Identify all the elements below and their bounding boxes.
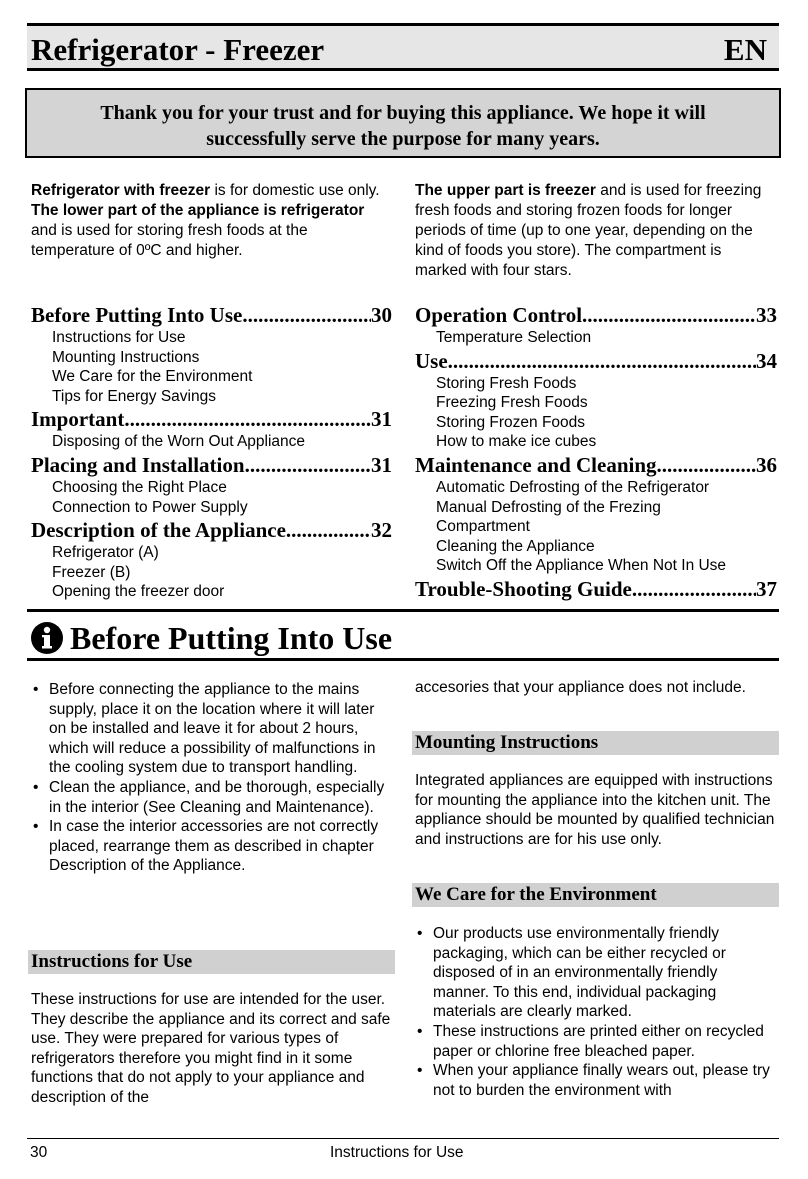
thank-you-line-2: successfully serve the purpose for many years. (206, 128, 600, 150)
bullet-item: • In case the interior accessories are not correctly placed, rearrange them as described in chapter Description of the Appliance. (31, 817, 393, 876)
continuation-text: accesories that your appliance does not include. (415, 679, 746, 696)
environment-bullet-list (415, 924, 777, 1100)
toc-left (31, 302, 392, 602)
intro-left (31, 181, 393, 261)
toc-subentry: Connection to Power Supply (52, 498, 248, 516)
toc-subentry: Manual Defrosting of the Frezing (436, 498, 661, 516)
bullet-item: • When your appliance finally wears out, please try not to burden the environment with (415, 1061, 777, 1100)
divider (27, 609, 779, 612)
subheading-mounting: Mounting Instructions (412, 731, 779, 755)
toc-subentry: We Care for the Environment (52, 368, 253, 386)
toc-entry-label: Placing and Installation (31, 452, 245, 477)
toc-leader-dots (582, 302, 756, 328)
thank-you-box (25, 88, 781, 158)
toc-entry (415, 348, 777, 374)
right-continuation (415, 678, 777, 698)
bullet-item: • Before connecting the appliance to the mains supply, place it on the location where it will later on be installed and leave it for about 2 hours, which will reduce a possibility of malfunctions in the cooling system due to transport handling. (31, 680, 393, 778)
thank-you-line-1: Thank you for your trust and for buying this appliance. We hope it will (100, 102, 706, 124)
toc-entry-page: 30 (371, 303, 392, 327)
toc-entry-label: Before Putting Into Use (31, 303, 243, 327)
toc-entry-label: Maintenance and Cleaning (415, 452, 657, 477)
footer (27, 1138, 779, 1161)
toc-leader-dots (242, 302, 371, 328)
bullet-item: • These instructions are printed either on recycled paper or chlorine free bleached paper. (415, 1022, 777, 1061)
toc-entry-page: 36 (756, 452, 777, 477)
toc-leader-dots (657, 452, 756, 478)
toc-entry (415, 302, 777, 328)
toc-entry (415, 576, 777, 602)
toc-entry (31, 406, 392, 432)
environment-list-box (415, 924, 777, 1100)
page-number: 30 (30, 1144, 48, 1161)
toc-entry (31, 302, 392, 328)
toc-entry (415, 452, 777, 478)
toc-entry-page: 34 (756, 348, 777, 373)
toc-subentry: Storing Fresh Foods (436, 374, 577, 392)
toc-entry-page: 37 (756, 576, 777, 601)
title-bar (27, 23, 779, 71)
toc-subentry: Freezing Fresh Foods (436, 394, 588, 412)
footer-text: Instructions for Use (330, 1144, 464, 1161)
toc-entry (31, 517, 392, 543)
toc-subentry: Compartment (436, 518, 530, 536)
toc-entry (31, 452, 392, 478)
toc-subentry: Disposing of the Worn Out Appliance (52, 433, 306, 451)
toc-entry-page: 31 (371, 407, 392, 432)
toc-subentry: Automatic Defrosting of the Refrigerator (436, 478, 710, 496)
toc-entry-label: Description of the Appliance (31, 518, 286, 543)
bullet-item: • Our products use environmentally friendly packaging, which can be either recycled or disposed of in an environmentally friendly manner. To this end, individual packaging materials are clearly marked. (415, 924, 777, 1022)
toc-subentry: Switch Off the Appliance When Not In Use (436, 557, 727, 575)
toc-subentry: Instructions for Use (52, 329, 186, 346)
toc-entry-label: Use (415, 348, 448, 373)
intro-right-p1: The upper part is freezer and is used for freezing fresh foods and storing frozen foods for longer periods of time (up to one year, depending on the kind of foods you store). The compartment is marked with four stars. (415, 182, 762, 279)
bullet-item: • Clean the appliance, and be thorough, especially in the interior (See Cleaning and Maintenance). (31, 778, 393, 817)
page-title: Refrigerator - Freezer (31, 32, 325, 67)
toc-entry-label: Trouble-Shooting Guide (415, 576, 632, 601)
divider (27, 658, 779, 661)
left-paragraph (31, 990, 393, 1108)
intro-right (415, 181, 775, 281)
toc-subentry: Choosing the Right Place (52, 478, 227, 496)
toc-leader-dots (448, 348, 756, 374)
section-title: Before Putting Into Use (70, 619, 393, 656)
toc-entry-page: 31 (371, 452, 392, 477)
toc-subentry: Tips for Energy Savings (52, 387, 216, 405)
toc-subentry: Refrigerator (A) (52, 544, 159, 562)
toc-subentry: Freezer (B) (52, 563, 131, 581)
toc-subentry: Mounting Instructions (52, 348, 200, 366)
toc-entry-page: 32 (371, 518, 392, 543)
toc-entry-label: Important (31, 407, 125, 432)
info-icon (30, 621, 64, 655)
toc-leader-dots (245, 452, 371, 478)
toc-leader-dots (286, 517, 371, 543)
toc-right (415, 302, 777, 602)
toc-subentry: Cleaning the Appliance (436, 537, 595, 555)
toc-leader-dots (632, 576, 756, 602)
left-bullet-list (31, 680, 393, 876)
left-column (31, 680, 393, 876)
toc-subentry: Opening the freezer door (52, 583, 225, 601)
mounting-paragraph-box (415, 771, 777, 849)
instructions-paragraph: These instructions for use are intended for the user. They describe the appliance and its correct and safe use. They were prepared for various types of refrigerators therefore you might find in it some functions that do not apply to your appliance and description of the (31, 991, 391, 1106)
intro-left-p1: Refrigerator with freezer is for domestic use only. (31, 182, 380, 199)
toc-subentry: Temperature Selection (436, 329, 592, 346)
subheading-environment: We Care for the Environment (412, 883, 779, 907)
toc-leader-dots (124, 406, 371, 432)
section-heading (30, 617, 392, 659)
toc-entry-page: 33 (756, 303, 777, 327)
language-code: EN (723, 32, 767, 67)
toc-subentry: Storing Frozen Foods (436, 413, 586, 431)
toc-entry-label: Operation Control (415, 303, 583, 327)
mounting-paragraph: Integrated appliances are equipped with instructions for mounting the appliance into the kitchen unit. The appliance should be mounted by qualified technician and instructions are for his use only. (415, 772, 775, 848)
intro-left-p2: The lower part of the appliance is refrigerator and is used for storing fresh foods at the temperature of 0ºC and higher. (31, 202, 365, 259)
subheading-instructions: Instructions for Use (28, 950, 395, 974)
toc-subentry: How to make ice cubes (436, 433, 597, 451)
